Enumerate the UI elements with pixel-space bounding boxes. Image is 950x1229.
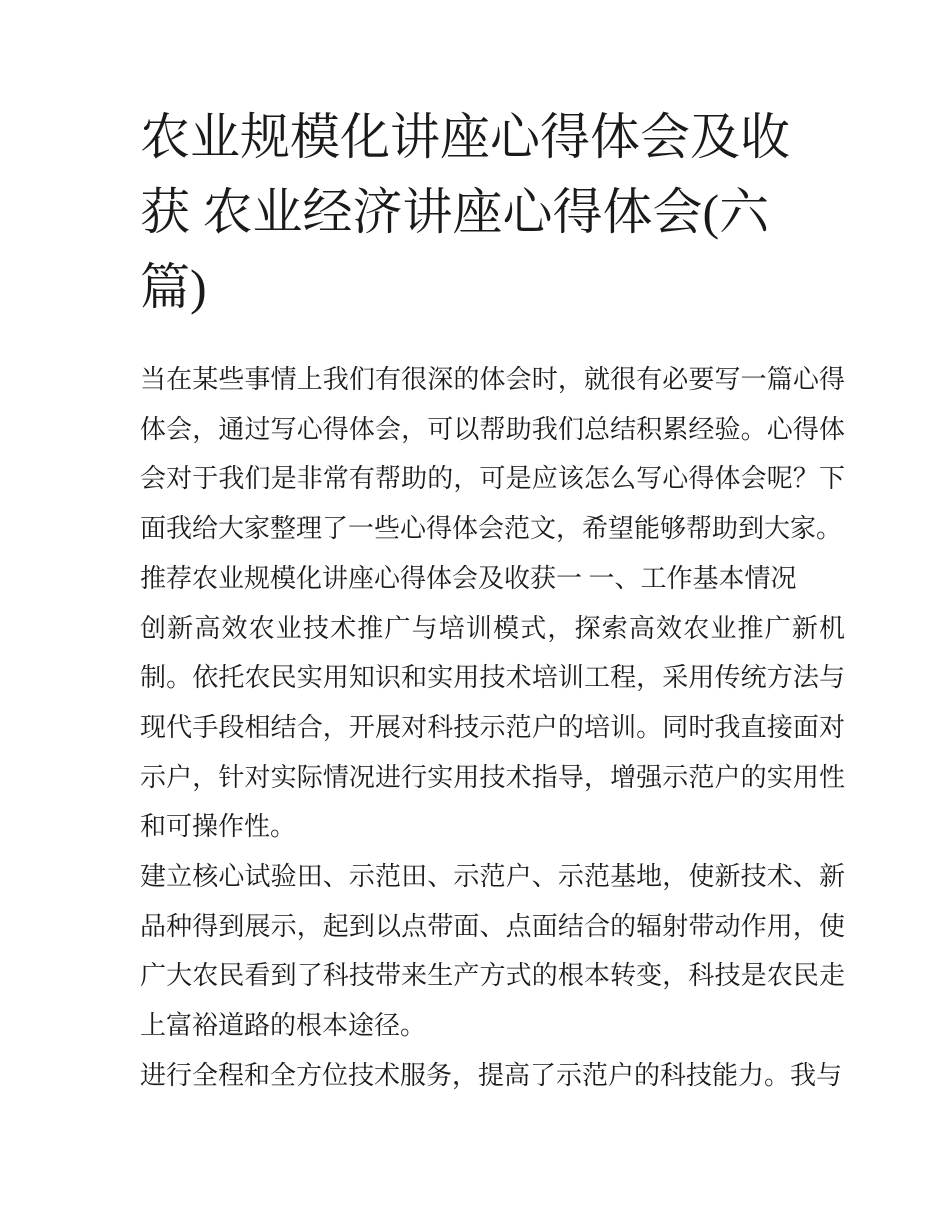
paragraph-body-2: 建立核心试验田、示范田、示范户、示范基地，使新技术、新品种得到展示，起到以点带面、点面结合的辐射带动作用，使广大农民看到了科技带来生产方式的根本转变，科技是农民走上富裕道路的根本途径。 [140,862,845,1041]
paragraph-intro: 当在某些事情上我们有很深的体会时，就很有必要写一篇心得体会，通过写心得体会，可以帮助我们总结积累经验。心得体会对于我们是非常有帮助的，可是应该怎么写心得体会呢？下面我给大家整理了一些心得体会范文，希望能够帮助到大家。 [140,365,845,544]
document-title: 农业规模化讲座心得体会及收获 农业经济讲座心得体会(六篇) [140,109,790,315]
paragraph-body-3: 进行全程和全方位技术服务，提高了示范户的科技能力。我与 [140,1060,843,1090]
paragraph-section-heading: 推荐农业规模化讲座心得体会及收获一 一、工作基本情况 [140,563,797,593]
paragraph-body-1: 创新高效农业技术推广与培训模式，探索高效农业推广新机制。依托农民实用知识和实用技术培训工程，采用传统方法与现代手段相结合，开展对科技示范户的培训。同时我直接面对示户，针对实际情况进行实用技术指导，增强示范户的实用性和可操作性。 [140,613,845,842]
document-body [140,355,845,1101]
